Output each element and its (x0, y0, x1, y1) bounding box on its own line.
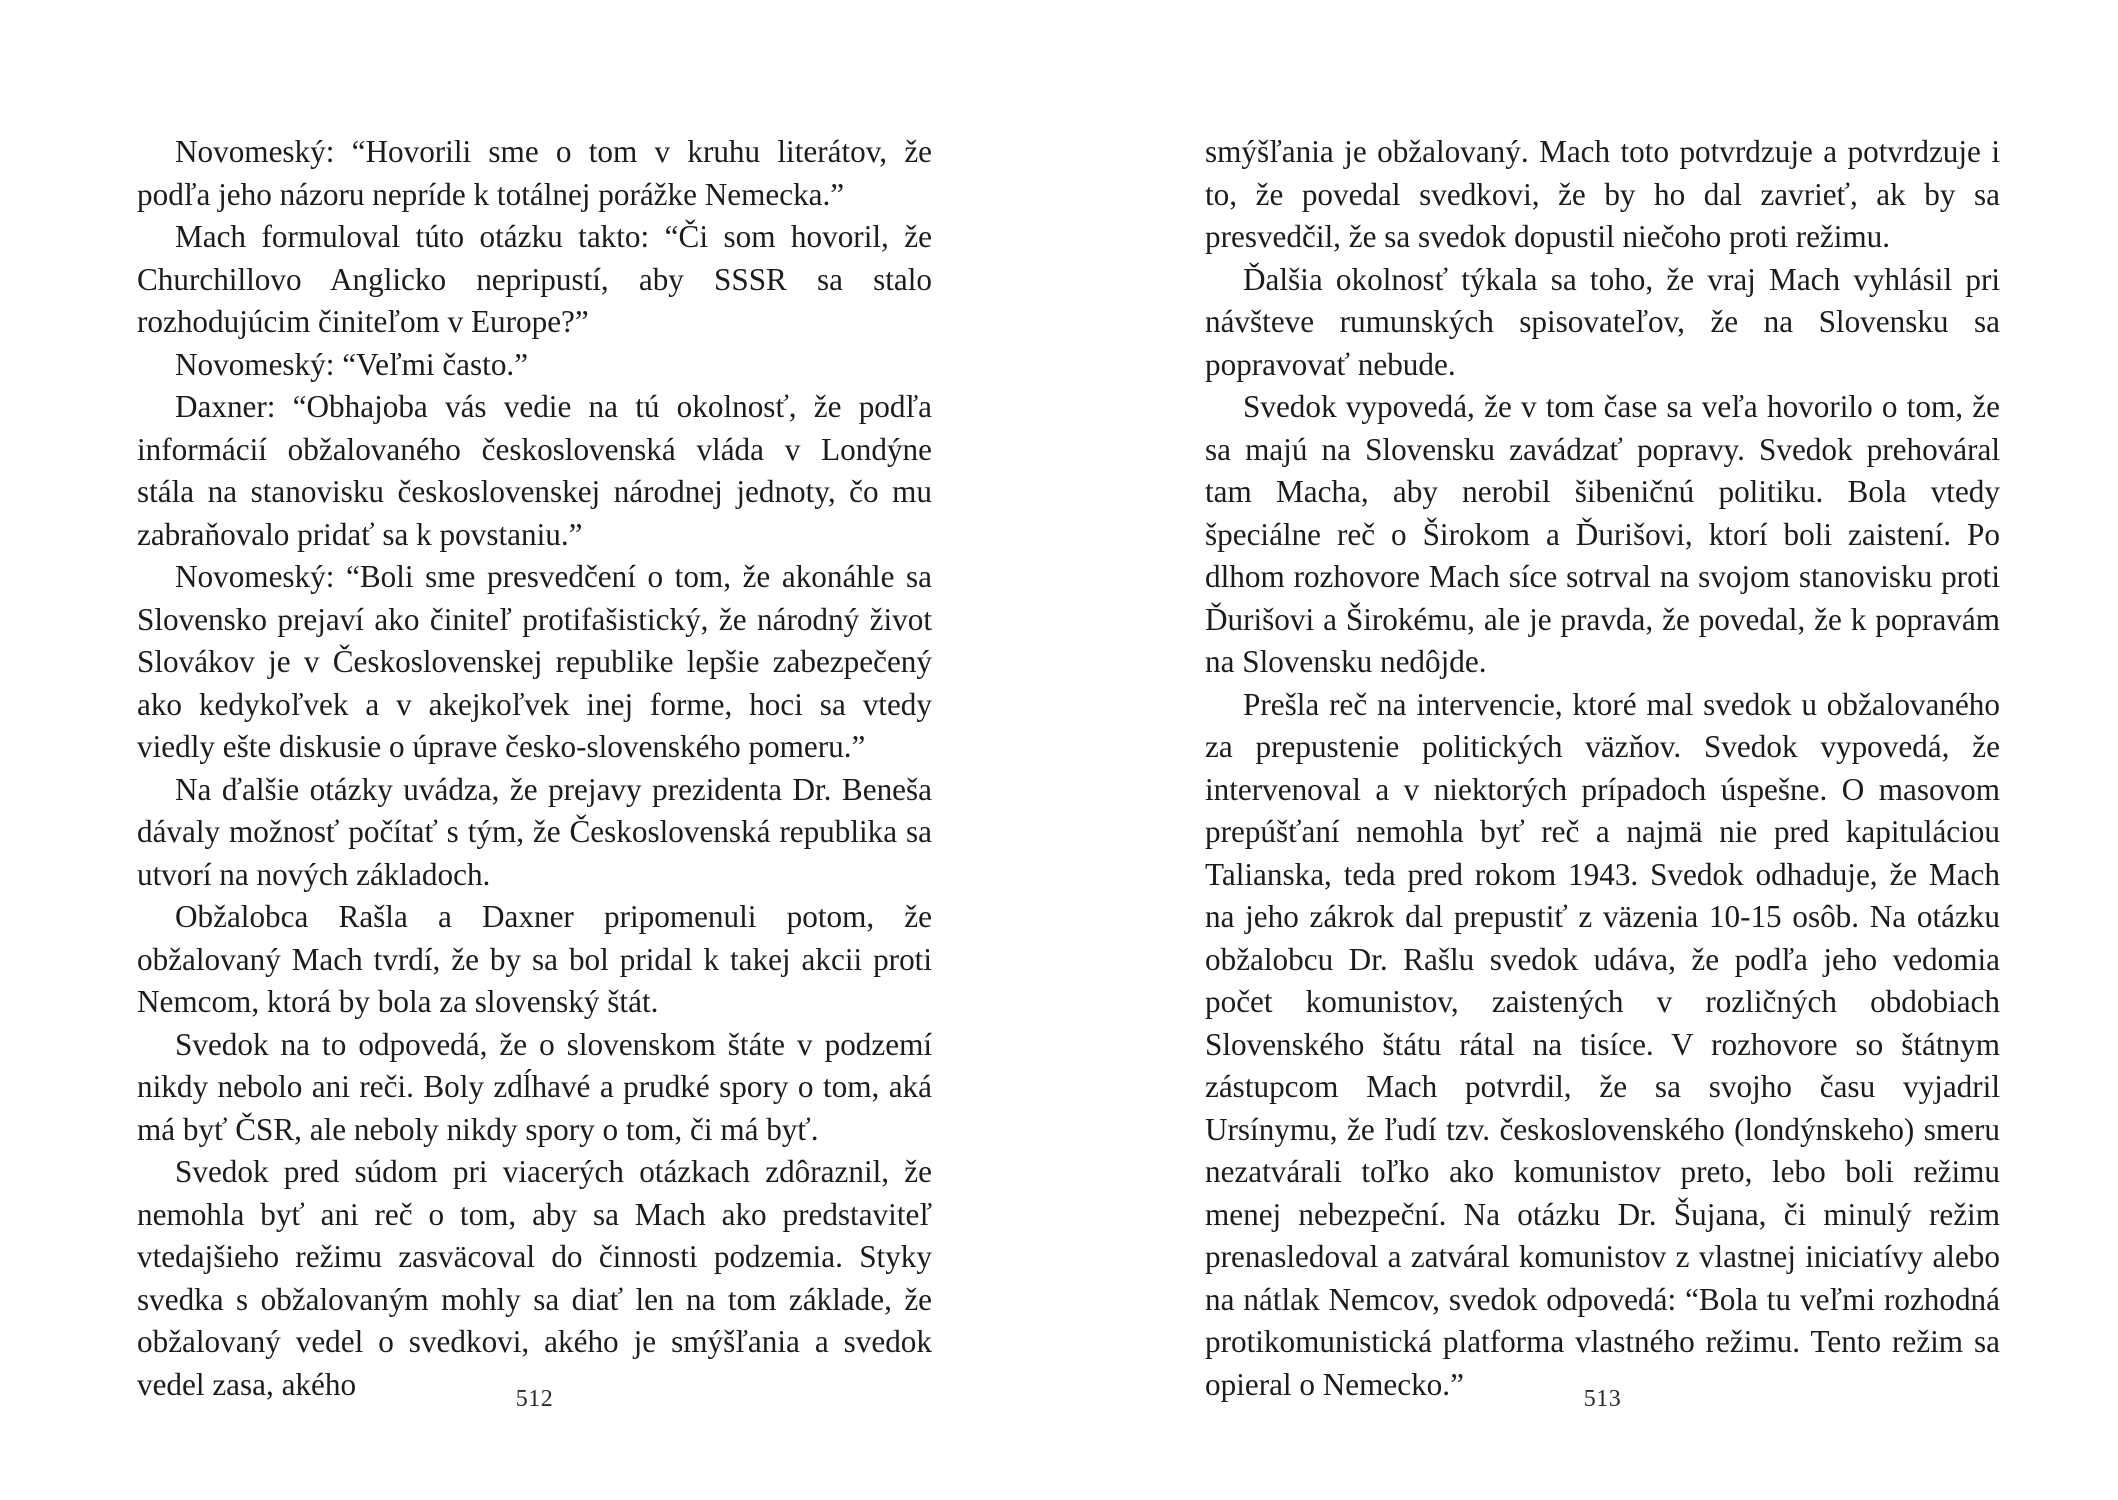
paragraph: Novomeský: “Boli sme presvedčení o tom, že akonáhle sa Slovensko prejaví ako činiteľ protifašistický, že národný život Slovákov je v Československej republike lepšie zabezpečený ako kedykoľvek a v akejkoľvek inej forme, hoci sa vtedy viedly ešte diskusie o úprave česko-slovenského pomeru.” (137, 559, 932, 764)
paragraph: Svedok na to odpovedá, že o slovenskom štáte v podzemí nikdy nebolo ani reči. Boly zdĺhavé a prudké spory o tom, aká má byť ČSR, ale neboly nikdy spory o tom, či má byť. (137, 1026, 932, 1147)
paragraph-continued: smýšľania je obžalovaný. Mach toto potvrdzuje a potvrdzuje i to, že povedal svedkovi, že by ho dal zavrieť, ak by sa presvedčil, že sa svedok dopustil niečoho proti režimu. (1205, 134, 2000, 254)
paragraph: Svedok pred súdom pri viacerých otázkach zdôraznil, že nemohla byť ani reč o tom, aby sa Mach ako predstaviteľ vtedajšieho režimu zasväcoval do činnosti podzemia. Styky svedka s obžalovaným mohly sa diať len na tom základe, že obžalovaný vedel o svedkovi, akého je smýšľania a svedok vedel zasa, akého (137, 1154, 932, 1402)
left-page-text (137, 131, 932, 1406)
left-page (137, 131, 932, 1412)
paragraph: Svedok vypovedá, že v tom čase sa veľa hovorilo o tom, že sa majú na Slovensku zavádzať popravy. Svedok prehováral tam Macha, aby nerobil šibeničnú politiku. Bola vtedy špeciálne reč o Širokom a Ďurišovi, ktorí boli zaistení. Po dlhom rozhovore Mach síce sotrval na svojom stanovisku proti Ďurišovi a Širokému, ale je pravda, že povedal, že k popravám na Slovensku nedôjde. (1205, 389, 2000, 679)
paragraph: Mach formuloval túto otázku takto: “Či som hovoril, že Churchillovo Anglicko nepripustí, aby SSSR sa stalo rozhodujúcim činiteľom v Europe?” (137, 219, 932, 339)
page-number: 513 (1583, 1386, 1622, 1412)
page-number: 512 (515, 1386, 554, 1412)
paragraph: Na ďalšie otázky uvádza, že prejavy prezidenta Dr. Beneša dávaly možnosť počítať s tým, že Československá republika sa utvorí na nových základoch. (137, 771, 932, 892)
paragraph: Obžalobca Rašla a Daxner pripomenuli potom, že obžalovaný Mach tvrdí, že by sa bol pridal k takej akcii proti Nemcom, ktorá by bola za slovenský štát. (137, 899, 932, 1019)
paragraph: Prešla reč na intervencie, ktoré mal svedok u obžalovaného za prepustenie politických väzňov. Svedok vypovedá, že intervenoval a v niektorých prípadoch úspešne. O masovom prepúšťaní nemohla byť reč a najmä nie pred kapituláciou Talianska, teda pred rokom 1943. Svedok odhaduje, že Mach na jeho zákrok dal prepustiť z väzenia 10-15 osôb. Na otázku obžalobcu Dr. Rašlu svedok udáva, že podľa jeho vedomia počet komunistov, zaistených v rozličných obdobiach Slovenského štátu rátal na tisíce. V rozhovore so štátnym zástupcom Mach potvrdil, že sa svojho času vyjadril Ursínymu, že ľudí tzv. československého (londýnskeho) smeru nezatvárali toľko ako komunistov preto, lebo boli režimu menej nebezpeční. Na otázku Dr. Šujana, či minulý režim prenasledoval a zatváral komunistov z vlastnej iniciatívy alebo na nátlak Nemcov, svedok odpovedá: “Bola tu veľmi rozhodná protikomunistická platforma vlastného režimu. Tento režim sa opieral o Nemecko.” (1205, 686, 2000, 1402)
paragraph: Novomeský: “Veľmi často.” (175, 346, 529, 382)
right-page-text (1205, 131, 2000, 1406)
right-page (1205, 131, 2000, 1412)
paragraph: Ďalšia okolnosť týkala sa toho, že vraj Mach vyhlásil pri návšteve rumunských spisovateľov, že na Slovensku sa popravovať nebude. (1205, 261, 2000, 382)
paragraph: Daxner: “Obhajoba vás vedie na tú okolnosť, že podľa informácií obžalovaného československá vláda v Londýne stála na stanovisku československej národnej jednoty, čo mu zabraňovalo pridať sa k povstaniu.” (137, 389, 932, 552)
paragraph: Novomeský: “Hovorili sme o tom v kruhu literátov, že podľa jeho názoru nepríde k totálnej porážke Nemecka.” (137, 134, 932, 212)
